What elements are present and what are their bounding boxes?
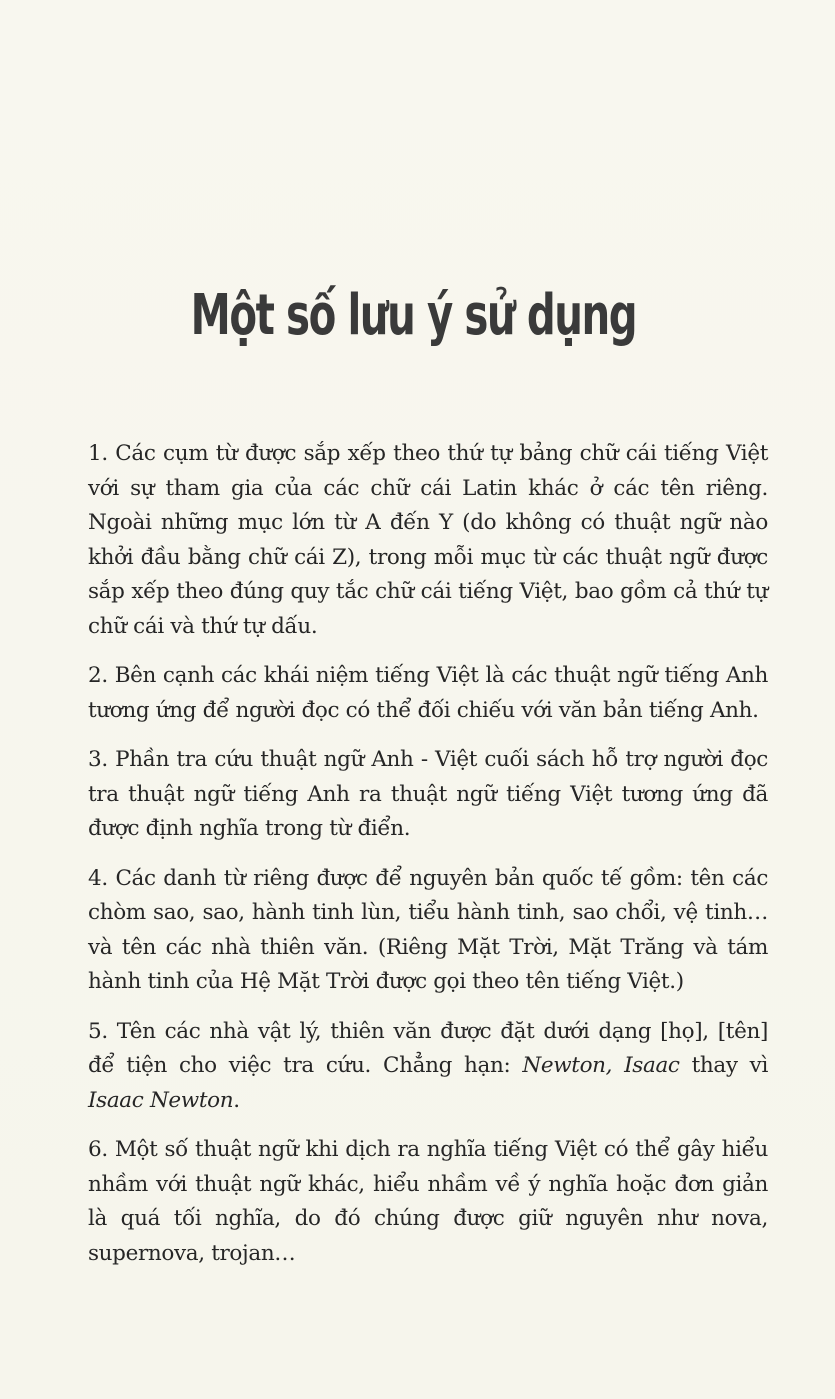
note-4 xyxy=(88,862,768,1000)
note-number: 6. xyxy=(88,1137,108,1162)
note-number: 5. xyxy=(88,1018,108,1044)
note-text: Các danh từ riêng được để nguyên bản quốc tế gồm: tên các chòm sao, sao, hành tinh lùn, tiểu hành tinh, sao chổi, vệ tinh… và tên các nhà thiên văn. (Riêng Mặt Trời, Mặt Trăng và tám hành tinh của Hệ Mặt Trời được gọi theo tên tiếng Việt.) xyxy=(88,865,769,994)
note-text: Tên các nhà vật lý, thiên văn được đặt dưới dạng [họ], [tên] để tiện cho việc tra cứu. Chẳng hạn: xyxy=(88,1018,768,1078)
usage-notes xyxy=(88,437,768,1286)
note-text: Bên cạnh các khái niệm tiếng Việt là các thuật ngữ tiếng Anh tương ứng để người đọc có thể đối chiếu với văn bản tiếng Anh. xyxy=(88,663,768,723)
note-italic-name: Isaac Newton xyxy=(88,1087,234,1113)
note-text: Các cụm từ được sắp xếp theo thứ tự bảng chữ cái tiếng Việt với sự tham gia của các chữ cái Latin khác ở các tên riêng. Ngoài những mục lớn từ A đến Y (do không có thuật ngữ nào khởi đầu bằng chữ cái Z), trong mỗi mục từ các thuật ngữ được sắp xếp theo đúng quy tắc chữ cái tiếng Việt, bao gồm cả thứ tự chữ cái và thứ tự dấu. xyxy=(88,441,768,639)
note-text: . xyxy=(233,1087,240,1113)
note-text: Một số thuật ngữ khi dịch ra nghĩa tiếng Việt có thể gây hiểu nhầm với thuật ngữ khác, hiểu nhầm về ý nghĩa hoặc đơn giản là quá tối nghĩa, do đó chúng được giữ nguyên như nova, supernova, trojan… xyxy=(88,1137,768,1266)
page-title: Một số lưu ý sử dụng xyxy=(190,283,637,348)
note-3 xyxy=(88,743,768,847)
note-5 xyxy=(88,1015,768,1119)
note-text: Phần tra cứu thuật ngữ Anh - Việt cuối sách hỗ trợ người đọc tra thuật ngữ tiếng Anh ra thuật ngữ tiếng Việt tương ứng đã được định nghĩa trong từ điển. xyxy=(88,747,768,841)
note-number: 4. xyxy=(88,865,108,891)
note-number: 2. xyxy=(88,663,108,688)
note-number: 1. xyxy=(88,441,108,466)
note-number: 3. xyxy=(88,747,108,772)
note-1 xyxy=(88,437,768,644)
note-italic-name: Newton, Isaac xyxy=(522,1053,680,1078)
note-6 xyxy=(88,1133,768,1271)
note-text: thay vì xyxy=(679,1053,768,1078)
note-2 xyxy=(88,659,768,728)
